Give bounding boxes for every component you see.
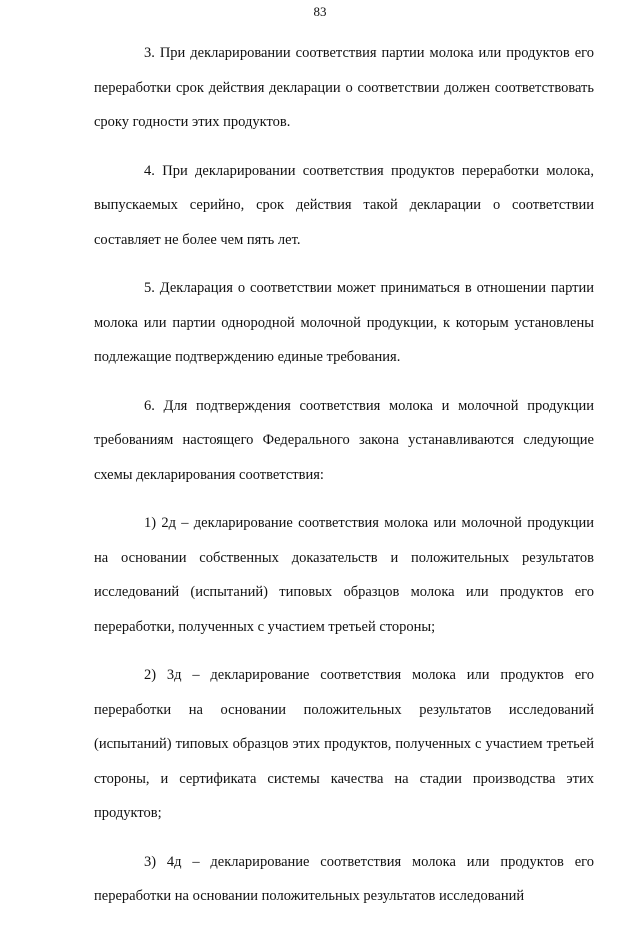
- paragraph-clause-5: 5. Декларация о соответствии может приниматься в отношении партии молока или партии однородной молочной продукции, к которым установлены подлежащие подтверждению единые требования.: [94, 280, 594, 365]
- paragraph-clause-4: 4. При декларировании соответствия продуктов переработки молока, выпускаемых серийно, срок действия такой декларации о соответствии составляет не более чем пять лет.: [94, 162, 594, 248]
- paragraph-clause-3: 3. При декларировании соответствия партии молока или продуктов его переработки срок действия декларации о соответствии должен соответствовать сроку годности этих продуктов.: [94, 45, 594, 130]
- paragraph-clause-6: 6. Для подтверждения соответствия молока и молочной продукции требованиям настоящего Федерального закона устанавливаются следующие схемы декларирования соответствия:: [94, 397, 594, 483]
- list-item-scheme-2d: 1) 2д – декларирование соответствия молока или молочной продукции на основании собственных доказательств и положительных результатов исследований (испытаний) типовых образцов молока или продуктов его переработки, полученных с участием третьей стороны;: [94, 515, 594, 635]
- page-number: 83: [313, 4, 327, 19]
- list-item-scheme-4d: 3) 4д – декларирование соответствия молока или продуктов его переработки на основании положительных результатов исследований: [94, 853, 594, 904]
- list-item-scheme-3d: 2) 3д – декларирование соответствия молока или продуктов его переработки на основании положительных результатов исследований (испытаний) типовых образцов этих продуктов, полученных с участием третьей стороны, и сертификата системы качества на стадии производства этих продуктов;: [94, 667, 594, 821]
- document-body: [94, 36, 594, 928]
